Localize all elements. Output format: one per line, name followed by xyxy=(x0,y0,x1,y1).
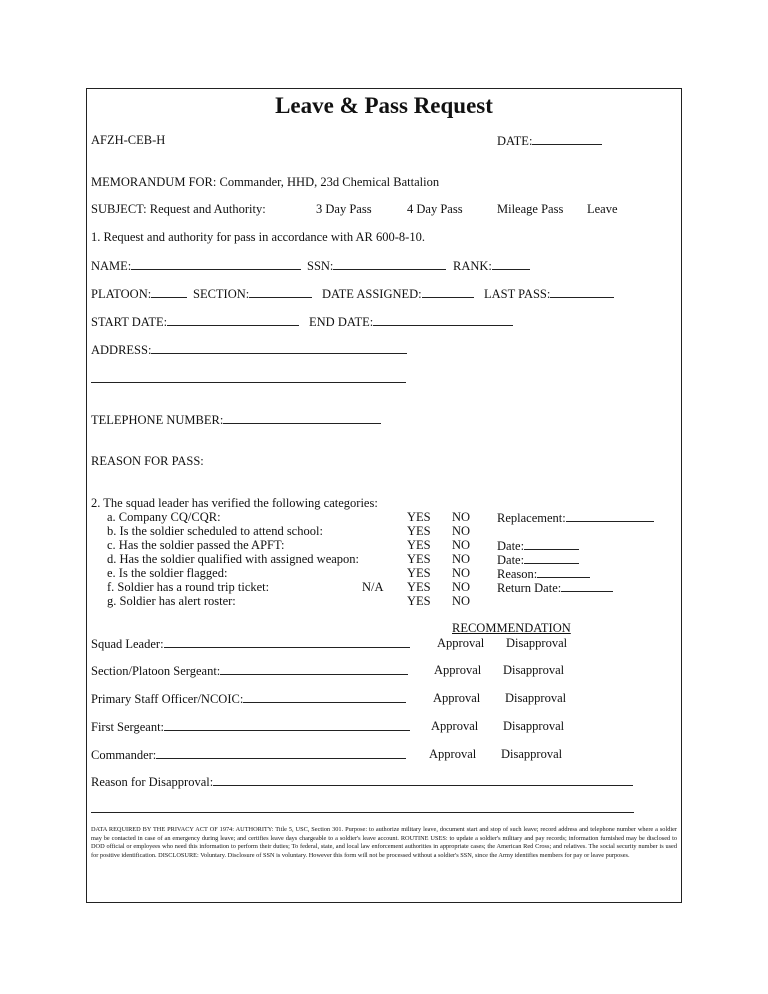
address-line-2[interactable] xyxy=(91,382,406,383)
date-blank[interactable] xyxy=(532,133,602,145)
staff-officer-field[interactable] xyxy=(91,691,406,706)
yes-option[interactable]: YES xyxy=(407,566,431,580)
name-blank[interactable] xyxy=(131,258,301,270)
approval-option[interactable]: Approval xyxy=(434,663,482,677)
date-label: DATE: xyxy=(497,134,533,148)
platoon-label: PLATOON: xyxy=(91,287,152,301)
section-field[interactable] xyxy=(193,286,312,301)
yes-option[interactable]: YES xyxy=(407,580,431,594)
flag-reason-label: Reason: xyxy=(497,567,538,581)
squad-leader-label: Squad Leader: xyxy=(91,637,164,651)
date-assigned-blank[interactable] xyxy=(422,286,474,298)
no-option[interactable]: NO xyxy=(452,510,471,524)
na-option[interactable]: N/A xyxy=(362,580,384,594)
name-field[interactable] xyxy=(91,258,301,273)
commander-field[interactable] xyxy=(91,747,406,762)
address-blank[interactable] xyxy=(151,342,407,354)
date-field[interactable] xyxy=(497,133,602,148)
commander-label: Commander: xyxy=(91,748,157,762)
platoon-field[interactable] xyxy=(91,286,187,301)
address-label: ADDRESS: xyxy=(91,343,152,357)
replacement-label: Replacement: xyxy=(497,511,566,525)
category-label: c. Has the soldier passed the APFT: xyxy=(107,538,285,552)
last-pass-field[interactable] xyxy=(484,286,614,301)
approval-option[interactable]: Approval xyxy=(437,636,485,650)
recommendation-heading: RECOMMENDATION xyxy=(452,621,571,635)
squad-leader-field[interactable] xyxy=(91,636,410,651)
date-assigned-label: DATE ASSIGNED: xyxy=(322,287,422,301)
category-label: g. Soldier has alert roster: xyxy=(107,594,236,608)
signature-blank[interactable] xyxy=(156,747,406,759)
last-pass-label: LAST PASS: xyxy=(484,287,551,301)
yes-option[interactable]: YES xyxy=(407,524,431,538)
option-mileage-pass[interactable]: Mileage Pass xyxy=(497,202,564,216)
ssn-label: SSN: xyxy=(307,259,334,273)
approval-option[interactable]: Approval xyxy=(431,719,479,733)
telephone-field[interactable] xyxy=(91,412,381,427)
name-label: NAME: xyxy=(91,259,132,273)
platoon-blank[interactable] xyxy=(151,286,187,298)
option-4-day-pass[interactable]: 4 Day Pass xyxy=(407,202,463,216)
date-assigned-field[interactable] xyxy=(322,286,474,301)
section-label: SECTION: xyxy=(193,287,250,301)
return-date-field[interactable] xyxy=(497,580,613,595)
signature-blank[interactable] xyxy=(164,719,410,731)
paragraph-2: 2. The squad leader has verified the following categories: xyxy=(91,496,378,510)
address-field[interactable] xyxy=(91,342,407,357)
category-label: d. Has the soldier qualified with assigned weapon: xyxy=(107,552,360,566)
signature-blank[interactable] xyxy=(220,663,408,675)
rank-field[interactable] xyxy=(453,258,530,273)
memo-for: MEMORANDUM FOR: Commander, HHD, 23d Chemical Battalion xyxy=(91,175,440,189)
signature-blank[interactable] xyxy=(243,691,406,703)
yes-option[interactable]: YES xyxy=(407,552,431,566)
telephone-blank[interactable] xyxy=(223,412,381,424)
first-sergeant-field[interactable] xyxy=(91,719,410,734)
reason-for-pass-label: REASON FOR PASS: xyxy=(91,454,204,468)
section-sergeant-label: Section/Platoon Sergeant: xyxy=(91,664,221,678)
section-blank[interactable] xyxy=(249,286,312,298)
section-sergeant-field[interactable] xyxy=(91,663,408,678)
telephone-label: TELEPHONE NUMBER: xyxy=(91,413,224,427)
disapproval-reason-label: Reason for Disapproval: xyxy=(91,775,214,789)
first-sergeant-label: First Sergeant: xyxy=(91,720,165,734)
approval-option[interactable]: Approval xyxy=(433,691,481,705)
start-date-field[interactable] xyxy=(91,314,299,329)
flag-reason-field[interactable] xyxy=(497,566,590,581)
disapproval-option[interactable]: Disapproval xyxy=(505,691,567,705)
category-label: a. Company CQ/CQR: xyxy=(107,510,221,524)
apft-date-field[interactable] xyxy=(497,538,579,553)
paragraph-1: 1. Request and authority for pass in accordance with AR 600-8-10. xyxy=(91,230,425,244)
apft-date-blank[interactable] xyxy=(524,538,579,550)
end-date-label: END DATE: xyxy=(309,315,374,329)
start-date-blank[interactable] xyxy=(167,314,299,326)
option-leave[interactable]: Leave xyxy=(587,202,618,216)
disapproval-option[interactable]: Disapproval xyxy=(501,747,563,761)
rank-blank[interactable] xyxy=(492,258,530,270)
disapproval-reason-blank[interactable] xyxy=(213,774,633,786)
privacy-act-statement: DATA REQUIRED BY THE PRIVACY ACT OF 1974: AUTHORITY: Title 5, USC, Section 301. Purpose: to authorize military leave, document start and stop of such leave; record address and telephone number where a soldier may be contacted in case of an emergency during leave; and certifies leave days chargeable to a soldier's leave account. ROUTINE USES: to update a soldier's military and pay records; information furnished may be disclosed to DOD official or employees who need this information to perform their duties; To federal, state, and local law enforcement authorities in appropriate cases; the American Red Cross; and relatives. The social security number is used for positive identification. DISCLOSURE: Voluntary. Disclosure of SSN is voluntary. However this form will not be processed without a soldier's SSN, since the Army identifies members for pay or leave purposes. xyxy=(91,826,677,859)
ssn-blank[interactable] xyxy=(333,258,446,270)
apft-date-label: Date: xyxy=(497,539,525,553)
weapon-date-label: Date: xyxy=(497,553,525,567)
start-date-label: START DATE: xyxy=(91,315,168,329)
staff-officer-label: Primary Staff Officer/NCOIC: xyxy=(91,692,244,706)
no-option[interactable]: NO xyxy=(452,580,471,594)
disapproval-reason-line-2[interactable] xyxy=(91,812,634,813)
ssn-field[interactable] xyxy=(307,258,446,273)
page-title: Leave & Pass Request xyxy=(275,93,493,118)
end-date-blank[interactable] xyxy=(373,314,513,326)
disapproval-reason-field[interactable] xyxy=(91,774,633,789)
flag-reason-blank[interactable] xyxy=(537,566,590,578)
rank-label: RANK: xyxy=(453,259,492,273)
signature-blank[interactable] xyxy=(164,636,410,648)
no-option[interactable]: NO xyxy=(452,594,471,608)
end-date-field[interactable] xyxy=(309,314,513,329)
return-date-blank[interactable] xyxy=(561,580,613,592)
weapon-date-blank[interactable] xyxy=(524,552,579,564)
category-label: f. Soldier has a round trip ticket: xyxy=(107,580,270,594)
return-date-label: Return Date: xyxy=(497,581,562,595)
yes-option[interactable]: YES xyxy=(407,594,431,608)
option-3-day-pass[interactable]: 3 Day Pass xyxy=(316,202,372,216)
disapproval-option[interactable]: Disapproval xyxy=(503,719,565,733)
no-option[interactable]: NO xyxy=(452,524,471,538)
subject-label: SUBJECT: Request and Authority: xyxy=(91,202,266,216)
category-label: b. Is the soldier scheduled to attend school: xyxy=(107,524,323,538)
no-option[interactable]: NO xyxy=(452,566,471,580)
yes-option[interactable]: YES xyxy=(407,510,431,524)
approval-option[interactable]: Approval xyxy=(429,747,477,761)
no-option[interactable]: NO xyxy=(452,538,471,552)
disapproval-option[interactable]: Disapproval xyxy=(506,636,568,650)
no-option[interactable]: NO xyxy=(452,552,471,566)
yes-option[interactable]: YES xyxy=(407,538,431,552)
weapon-date-field[interactable] xyxy=(497,552,579,567)
last-pass-blank[interactable] xyxy=(550,286,614,298)
replacement-blank[interactable] xyxy=(566,510,654,522)
category-label: e. Is the soldier flagged: xyxy=(107,566,228,580)
disapproval-option[interactable]: Disapproval xyxy=(503,663,565,677)
office-symbol: AFZH-CEB-H xyxy=(91,133,166,147)
replacement-field[interactable] xyxy=(497,510,654,525)
